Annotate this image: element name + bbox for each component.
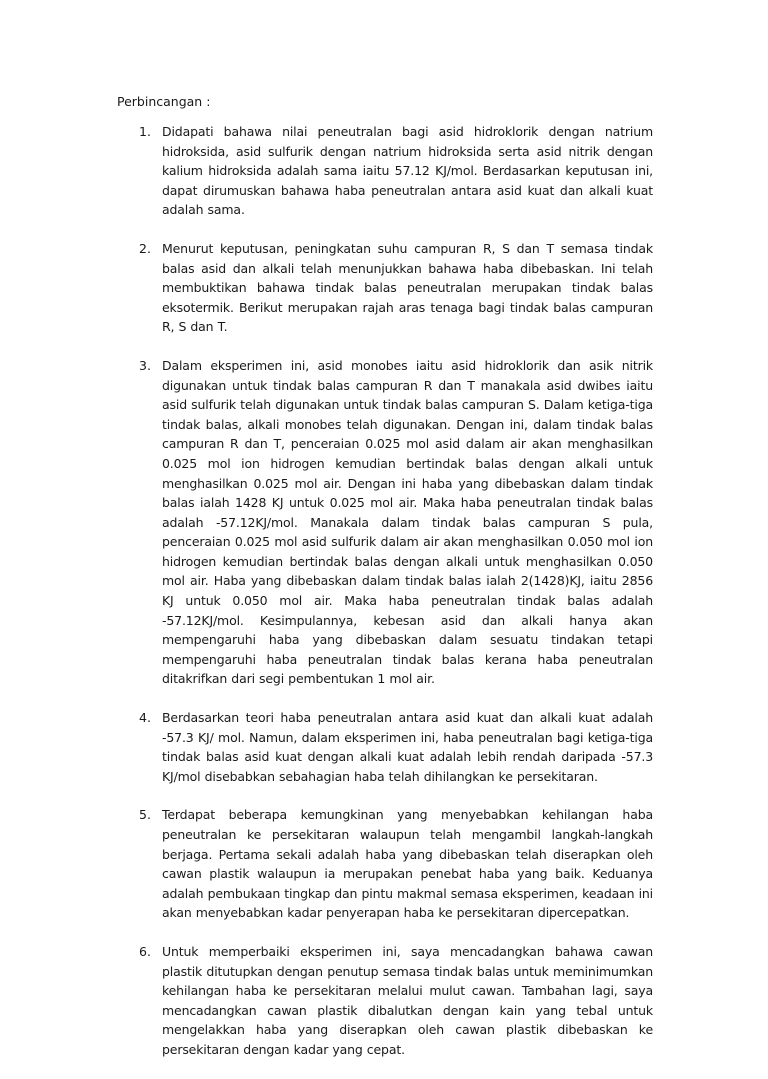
item-text: Menurut keputusan, peningkatan suhu campuran R, S dan T semasa tindak balas asid dan alkali telah menunjukkan bahawa haba dibebaskan. Ini telah membuktikan bahawa tindak balas peneutralan merupakan tindak balas eksotermik. Berikut merupakan rajah aras tenaga bagi tindak balas campuran R, S dan T. [162,240,653,335]
discussion-list [117,122,653,1079]
list-item [117,805,653,923]
item-number: 5. [139,807,151,823]
list-item [117,239,653,337]
item-number: 2. [139,240,151,256]
item-number: 4. [139,710,151,726]
item-text: Untuk memperbaiki eksperimen ini, saya mencadangkan bahawa cawan plastik ditutupkan dengan penutup semasa tindak balas untuk meminimumkan kehilangan haba ke persekitaran melalui mulut cawan. Tambahan lagi, saya mencadangkan cawan plastik dibalutkan dengan kain yang tebal untuk mengelakkan haba yang diserapkan oleh cawan plastik dibebaskan ke persekitaran dengan kadar yang cepat. [162,943,653,1057]
item-number: 1. [139,124,151,139]
item-text: Berdasarkan teori haba peneutralan antara asid kuat dan alkali kuat adalah -57.3 KJ/ mol. Namun, dalam eksperimen ini, haba peneutralan bagi ketiga-tiga tindak balas asid kuat dengan alkali kuat adalah lebih rendah daripada -57.3 KJ/mol disebabkan sebahagian haba telah dihilangkan ke persekitaran. [162,710,653,784]
list-item [117,122,653,220]
item-number: 3. [139,357,151,373]
item-text: Dalam eksperimen ini, asid monobes iaitu asid hidroklorik dan asik nitrik digunakan untuk tindak balas campuran R dan T manakala asid dwibes iaitu asid sulfurik telah digunakan untuk tindak balas campuran S. Dalam ketiga-tiga tindak balas, alkali monobes telah digunakan. Dengan ini, dalam tindak balas campuran R dan T, penceraian 0.025 mol asid dalam air akan menghasilkan 0.025 mol ion hidrogen kemudian bertindak balas dengan alkali untuk menghasilkan 0.025 mol air. Dengan ini haba yang dibebaskan dalam tindak balas ialah 1428 KJ untuk 0.025 mol air. Maka haba peneutralan tindak balas adalah -57.12KJ/mol. Manakala dalam tindak balas campuran S pula, penceraian 0.025 mol asid sulfurik dalam air akan menghasilkan 0.050 mol ion hidrogen kemudian bertindak balas dengan alkali untuk menghasilkan 0.050 mol air. Haba yang dibebaskan dalam tindak balas ialah 2(1428)KJ, iaitu 2856 KJ untuk 0.050 mol air. Maka haba peneutralan tindak balas adalah -57.12KJ/mol. Kesimpulannya, kebesan asid dan alkali hanya akan mempengaruhi haba yang dibebaskan dalam sesuatu tindakan tetapi mempengaruhi haba peneutralan tindak balas kerana haba peneutralan ditakrifkan dari segi pembentukan 1 mol air. [162,357,653,687]
section-heading: Perbincangan : [117,94,211,109]
item-number: 6. [139,943,151,959]
list-item [117,942,653,1060]
list-item [117,356,653,689]
item-text: Didapati bahawa nilai peneutralan bagi asid hidroklorik dengan natrium hidroksida, asid sulfurik dengan natrium hidroksida serta asid nitrik dengan kalium hidroksida adalah sama iaitu 57.12 KJ/mol. Berdasarkan keputusan ini, dapat dirumuskan bahawa haba peneutralan antara asid kuat dan alkali kuat adalah sama. [162,124,653,218]
item-text: Terdapat beberapa kemungkinan yang menyebabkan kehilangan haba peneutralan ke persekitaran walaupun telah mengambil langkah-langkah berjaga. Pertama sekali adalah haba yang dibebaskan telah diserapkan oleh cawan plastik walaupun ia merupakan penebat haba yang baik. Keduanya adalah pembukaan tingkap dan pintu makmal semasa eksperimen, keadaan ini akan menyebabkan kadar penyerapan haba ke persekitaran dipercepatkan. [162,807,653,921]
list-item [117,708,653,786]
